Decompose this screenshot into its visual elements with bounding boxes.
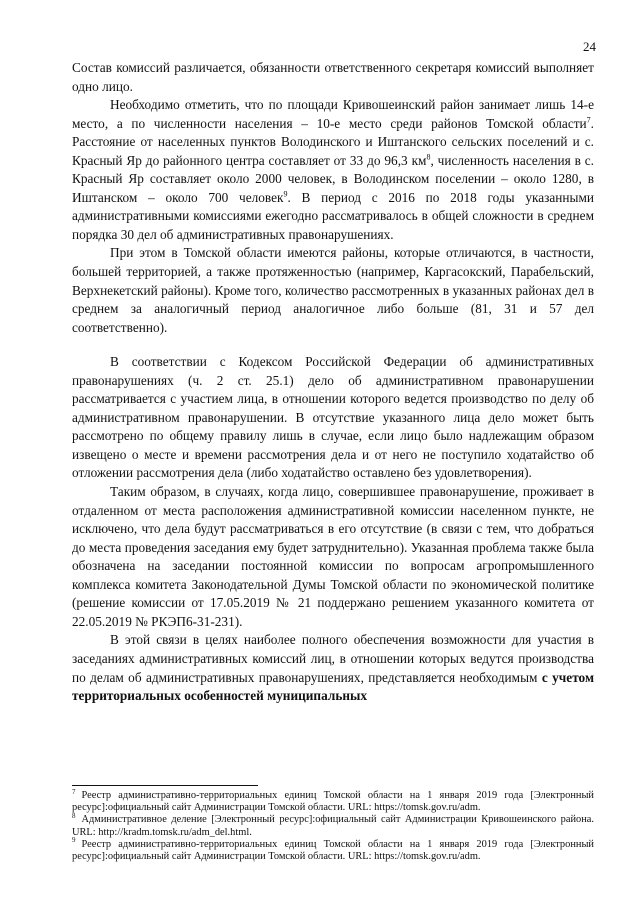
footnote-text: Реестр административно-территориальных единиц Томской области на 1 января 2019 года [Электронный ресурс]:официальный сайт Администрации Томской области. URL: https://tomsk.gov.ru/adm. (72, 838, 594, 863)
footnote-ref-8[interactable]: 8 (426, 152, 431, 162)
paragraph-2 (72, 96, 594, 244)
footnote-ref-9[interactable]: 9 (283, 189, 288, 199)
footnote-mark: 8 (72, 811, 76, 820)
footnotes-section (72, 785, 594, 863)
footnote-mark: 9 (72, 836, 76, 845)
footnote-ref-7[interactable]: 7 (586, 115, 591, 125)
paragraph-6-part-a: В этой связи в целях наиболее полного обеспечения возможности для участия в заседаниях административных комиссий лиц, в отношении которых ведутся производства по делам об административных правонарушениях, представляется необходимым (72, 632, 594, 685)
footnote-8 (72, 811, 594, 838)
footnote-9 (72, 836, 594, 863)
page-number: 24 (583, 39, 596, 54)
footnote-7 (72, 787, 594, 814)
paragraph-5: Таким образом, в случаях, когда лицо, совершившее правонарушение, проживает в отдаленном от места расположения административной комиссии населенном пункте, не исключено, что дела будут рассматриваться в его отсутствие (в связи с тем, что добраться до места проведения заседания ему будет затруднительно). Указанная проблема также была обозначена на заседании постоянной комиссии по вопросам агропромышленного комплекса комитета Законодательной Думы Томской области по экономической политике (решение комиссии от 17.05.2019 № 21 поддержано решением указанного комитета от 22.05.2019 № РКЭП6-31-231). (72, 484, 594, 629)
body-text (72, 59, 594, 706)
footnote-text: Реестр административно-территориальных единиц Томской области на 1 января 2019 года [Электронный ресурс]:официальный сайт Администрации Томской области. URL: https://tomsk.gov.ru/adm. (72, 790, 594, 814)
paragraph-2-part-b: . Расстояние от населенных пунктов Володинского и Иштанского сельских поселений и с. Красный Яр до районного центра составляет от 33 до 96,3 км (72, 115, 594, 168)
paragraph-6 (72, 631, 594, 705)
footnote-text: Административное деление [Электронный ресурс]:официальный сайт Администрации Кривошеинского района. URL: http://kradm.tomsk.ru/adm_del.html. (72, 814, 594, 838)
paragraph-4: В соответствии с Кодексом Российской Федерации об административных правонарушениях (ч. 2 ст. 25.1) дело об административном правонарушении рассматривается с участием лица, в отношении которого ведется производство по делу об административном правонарушении. В отсутствие указанного лица дело может быть рассмотрено по общему правилу лишь в случае, если лицо было надлежащим образом извещено о месте и времени рассмотрения дела и от него не поступило ходатайство об отложении рассмотрения дела (либо ходатайство оставлено без удовлетворения). (72, 354, 594, 481)
footnote-mark: 7 (72, 787, 76, 796)
paragraph-2-part-a: Необходимо отметить, что по площади Кривошеинский район занимает лишь 14-е место, а по численности населения – 10-е место среди районов Томской области (72, 97, 594, 131)
paragraph-6-bold-part: с учетом территориальных особенностей муниципальных (72, 669, 594, 704)
paragraph-3: При этом в Томской области имеются районы, которые отличаются, в частности, большей территорией, а также протяженностью (например, Каргасокский, Парабельский, Верхнекетский районы). Кроме того, количество рассмотренных в указанных районах дел в среднем за аналогичный период аналогичное либо больше (81, 31 и 57 дел соответственно). (72, 245, 594, 335)
footnote-separator (72, 785, 258, 786)
paragraph-2-part-c: , численность населения в с. Красный Яр составляет около 2000 человек, в Володинском поселении – около 1280, в Иштанском – около 700 человек (72, 152, 594, 205)
paragraph-1: Состав комиссий различается, обязанности ответственного секретаря комиссий выполняет одно лицо. (72, 60, 594, 94)
paragraph-2-part-d: . В период с 2016 по 2018 годы указанными административными комиссиями ежегодно рассматривалось в общей сложности в среднем порядка 30 дел об административных правонарушениях. (72, 189, 594, 242)
